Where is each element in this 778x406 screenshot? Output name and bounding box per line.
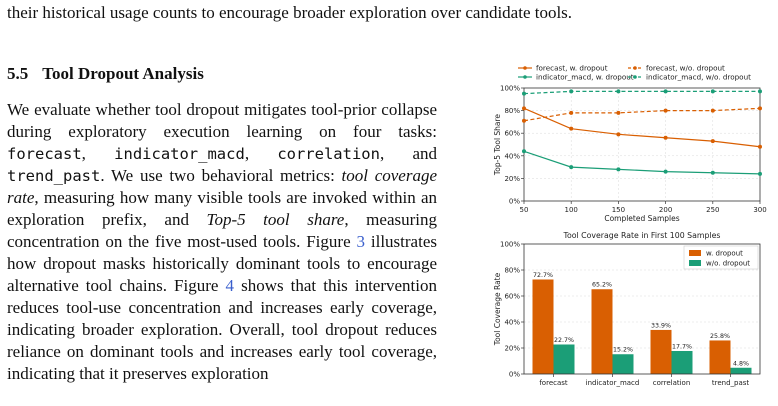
data-point-indicator-macd-w-o-dropout [758, 89, 762, 93]
bar-trend-past-w-o-dropout [731, 368, 752, 374]
para-text-2: . We use two behavioral metrics: [100, 166, 342, 185]
data-point-forecast-w-dropout [522, 106, 526, 110]
y-axis-label: Tool Coverage Rate [493, 272, 502, 346]
bar-data-label: 4.8% [733, 360, 749, 368]
bar-data-label: 17.7% [671, 343, 693, 351]
para-sep-2: , [244, 144, 278, 163]
data-point-forecast-w-o-dropout [569, 111, 573, 115]
para-text-6: shows that this intervention reduces tool-use concentration and increases early coverage, indicating broader exploration. Overall, tool dropout reduces reliance on dominant tools and increases early tool coverage, indicating that it preserves exploration [7, 276, 437, 383]
y-tick-label: 0% [508, 370, 520, 379]
metric-coverage-rate: tool coverage rate [7, 166, 438, 207]
data-point-forecast-w-o-dropout [758, 106, 762, 110]
x-tick-label: 300 [753, 206, 767, 214]
x-tick-label: 100 [564, 206, 578, 214]
bar-data-label: 65.2% [591, 281, 613, 289]
x-tick-label: trend_past [711, 379, 750, 387]
legend-marker [633, 66, 637, 70]
coverage-rate-bar-chart [488, 228, 770, 390]
x-tick-label: forecast [539, 379, 568, 387]
bar-correlation-w-o-dropout [672, 351, 693, 374]
y-tick-label: 80% [504, 107, 520, 116]
bar-data-label: 72.7% [532, 271, 554, 279]
bar-indicator-macd-w-dropout [592, 289, 613, 374]
para-text-4: , measuring concentration on the five most-used tools. Figure [7, 210, 437, 251]
data-point-indicator-macd-w-o-dropout [569, 89, 573, 93]
bar-data-label: 33.9% [650, 322, 672, 330]
bar-forecast-w-dropout [533, 279, 554, 374]
bar-data-label: 15.2% [612, 346, 634, 354]
section-title: Tool Dropout Analysis [42, 64, 204, 83]
data-point-indicator-macd-w-o-dropout [616, 89, 620, 93]
x-tick-label: 150 [611, 206, 626, 214]
intro-text: their historical usage counts to encourage broader exploration over candidate tools. [7, 3, 573, 22]
chart-title: Tool Coverage Rate in First 100 Samples [563, 231, 721, 240]
legend [684, 246, 758, 269]
legend-swatch [689, 250, 701, 256]
data-point-indicator-macd-w-dropout [711, 171, 715, 175]
metric-top5-share: Top-5 tool share [206, 210, 345, 229]
legend-label: forecast, w. dropout [536, 63, 608, 73]
plot-frame [524, 88, 760, 201]
bar-indicator-macd-w-o-dropout [613, 354, 634, 374]
section-heading [7, 64, 204, 84]
legend-label: indicator_macd, w/o. dropout [646, 72, 751, 82]
y-tick-label: 0% [508, 197, 520, 206]
y-tick-label: 100% [499, 84, 520, 93]
para-sep-3: , and [379, 144, 438, 163]
data-point-indicator-macd-w-dropout [522, 149, 526, 153]
figure-3-link[interactable]: 3 [356, 232, 365, 251]
legend-label: forecast, w/o. dropout [646, 63, 725, 73]
bar-correlation-w-dropout [651, 330, 672, 374]
data-point-forecast-w-o-dropout [664, 109, 668, 113]
data-point-indicator-macd-w-dropout [758, 172, 762, 176]
bar-data-label: 25.8% [709, 332, 731, 340]
bar-data-label: 22.7% [553, 336, 575, 344]
bar-forecast-w-o-dropout [554, 344, 575, 374]
x-tick-label: correlation [652, 379, 691, 387]
legend-swatch [689, 260, 701, 266]
section-number: 5.5 [7, 64, 29, 83]
task-indicator-macd: indicator_macd [114, 145, 245, 163]
bar-trend-past-w-dropout [710, 340, 731, 374]
data-point-indicator-macd-w-dropout [569, 165, 573, 169]
data-point-forecast-w-o-dropout [711, 109, 715, 113]
y-axis-label: Top-5 Tool Share [493, 113, 502, 176]
task-forecast: forecast [7, 145, 82, 163]
legend-entry-indicator-macd-w-dropout [518, 73, 634, 82]
y-tick-label: 80% [504, 266, 520, 275]
data-point-indicator-macd-w-o-dropout [711, 89, 715, 93]
data-point-forecast-w-o-dropout [616, 111, 620, 115]
x-tick-label: indicator_macd [585, 379, 640, 387]
data-point-indicator-macd-w-dropout [664, 170, 668, 174]
para-text-1: We evaluate whether tool dropout mitigates tool-prior collapse during exploratory execution learning on four tasks: [7, 100, 437, 141]
data-point-indicator-macd-w-o-dropout [664, 89, 668, 93]
y-tick-label: 100% [499, 240, 520, 249]
para-sep-1: , [81, 144, 115, 163]
x-tick-label: 50 [519, 206, 529, 214]
task-correlation: correlation [277, 145, 380, 163]
series-line-indicator-macd-w-dropout [524, 151, 760, 174]
legend-label: indicator_macd, w. dropout [536, 72, 634, 82]
body-paragraph [7, 99, 437, 385]
y-tick-label: 60% [504, 292, 520, 301]
x-tick-label: 250 [706, 206, 720, 214]
series-line-forecast-w-dropout [524, 108, 760, 146]
data-point-forecast-w-dropout [711, 139, 715, 143]
legend-marker [523, 66, 527, 70]
y-tick-label: 20% [504, 344, 520, 353]
x-tick-label: 200 [658, 206, 673, 214]
data-point-forecast-w-dropout [758, 145, 762, 149]
legend-label: w. dropout [706, 249, 743, 258]
para-text-5: illustrates how dropout masks historically dominant tools to encourage alternative tool chains. Figure [7, 232, 437, 295]
legend-label: w/o. dropout [706, 259, 751, 268]
data-point-forecast-w-dropout [664, 136, 668, 140]
data-point-indicator-macd-w-o-dropout [522, 92, 526, 96]
y-tick-label: 40% [504, 152, 520, 161]
task-trend-past: trend_past [7, 167, 101, 185]
legend-entry-forecast-w-dropout [518, 64, 608, 73]
legend-entry-indicator-macd-w-o-dropout [628, 73, 751, 82]
y-tick-label: 20% [504, 174, 520, 183]
figure-4-link[interactable]: 4 [225, 276, 235, 295]
top5-share-line-chart [488, 55, 770, 225]
legend-entry-forecast-w-o-dropout [628, 64, 725, 73]
y-tick-label: 40% [504, 318, 520, 327]
series-line-indicator-macd-w-o-dropout [524, 91, 760, 93]
data-point-forecast-w-dropout [616, 132, 620, 136]
data-point-forecast-w-o-dropout [522, 119, 526, 123]
legend-marker [633, 75, 637, 79]
legend-marker [523, 75, 527, 79]
para-text-3: , measuring how many visible tools are invoked within an exploration prefix, and [7, 188, 437, 229]
data-point-forecast-w-dropout [569, 127, 573, 131]
x-axis-label: Completed Samples [604, 214, 680, 223]
series-line-forecast-w-o-dropout [524, 108, 760, 120]
y-tick-label: 60% [504, 129, 520, 138]
data-point-indicator-macd-w-dropout [616, 167, 620, 171]
